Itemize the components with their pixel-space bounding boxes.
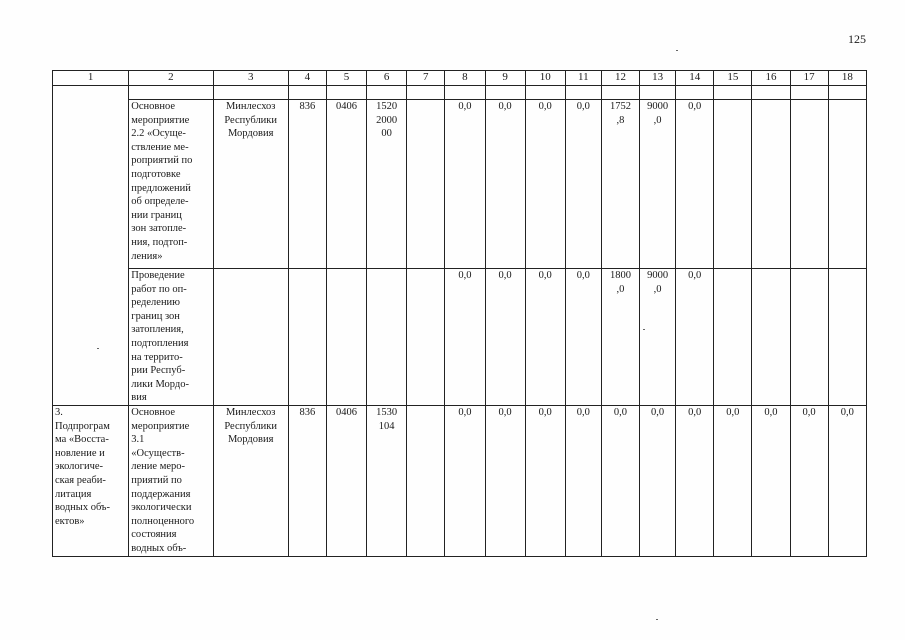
value-cell-9: 0,0 (485, 406, 525, 557)
cell-line: Мордовия (227, 128, 274, 140)
value-cell-9: 0,0 (485, 269, 525, 406)
cell-line: затопления, (131, 324, 184, 336)
cell-line: ,8 (616, 114, 625, 126)
scan-speck (97, 348, 99, 349)
cell-line: Республики (224, 420, 278, 432)
column-header: 12 (601, 71, 639, 86)
grbs-code-cell: 836 (288, 406, 326, 557)
cell-line: ,0 (616, 283, 625, 295)
page-number: 125 (848, 32, 866, 46)
grbs-code-cell (288, 269, 326, 406)
value-cell-12 (601, 406, 639, 557)
target-code-cell (367, 100, 407, 269)
value-cell-13 (640, 406, 676, 557)
value-cell-18 (828, 269, 866, 406)
value-cell-7 (407, 100, 445, 269)
cell-line: ствление ме- (131, 141, 189, 153)
spacer-cell (485, 86, 525, 100)
section-code-cell (326, 269, 366, 406)
cell-line: полноценного (131, 515, 195, 527)
cell-line: 0,0 (651, 407, 665, 418)
measure-name-cell (129, 269, 213, 406)
value-cell-17 (790, 269, 828, 406)
cell-line: 2000 (376, 114, 398, 126)
cell-line: водных объ- (131, 542, 187, 554)
cell-line: 1520 (376, 101, 398, 112)
cell-line: «Осуществ- (131, 447, 185, 459)
cell-line: ,0 (653, 283, 662, 295)
cell-line: ,0 (653, 114, 662, 126)
cell-line: 3.1 (131, 434, 145, 446)
cell-line: приятий по (131, 474, 182, 486)
value-cell-8: 0,0 (445, 269, 485, 406)
cell-line: ление меро- (131, 461, 185, 473)
cell-line: мероприятие (131, 114, 190, 126)
value-cell-10: 0,0 (525, 269, 565, 406)
cell-line: литация (55, 488, 92, 500)
value-cell-10: 0,0 (525, 100, 565, 269)
target-code-cell (367, 269, 407, 406)
responsible-cell (213, 269, 288, 406)
value-cell-8: 0,0 (445, 406, 485, 557)
value-cell-15 (714, 269, 752, 406)
spacer-cell (601, 86, 639, 100)
responsible-cell (213, 406, 288, 557)
column-header: 8 (445, 71, 485, 86)
column-header: 16 (752, 71, 790, 86)
spacer-cell (676, 86, 714, 100)
value-cell-13 (640, 100, 676, 269)
cell-line: 9000 (647, 270, 669, 281)
spacer-row (53, 86, 867, 100)
section-code-cell: 0406 (326, 100, 366, 269)
cell-line: 1530 (376, 407, 398, 418)
value-cell-11: 0,0 (565, 406, 601, 557)
cell-line: 1752 (609, 101, 631, 112)
value-cell-14: 0,0 (676, 269, 714, 406)
cell-line: 104 (378, 420, 395, 432)
cell-line: подтопления (131, 337, 189, 349)
value-cell-7 (407, 269, 445, 406)
spacer-cell (326, 86, 366, 100)
table-row (53, 406, 867, 557)
value-cell-12 (601, 100, 639, 269)
subprogram-name-cell (53, 406, 129, 557)
value-cell-16 (752, 269, 790, 406)
grbs-code-cell: 836 (288, 100, 326, 269)
scan-speck (676, 50, 678, 51)
value-cell-10: 0,0 (525, 406, 565, 557)
table-row (53, 100, 867, 269)
value-cell-8: 0,0 (445, 100, 485, 269)
cell-line: лики Мордо- (131, 378, 189, 390)
spacer-cell (565, 86, 601, 100)
cell-line: роприятий по (131, 155, 193, 167)
table-row (53, 269, 867, 406)
scan-speck (656, 619, 658, 620)
cell-line: 2.2 «Осуще- (131, 128, 186, 140)
value-cell-13 (640, 269, 676, 406)
cell-line: 00 (381, 128, 392, 140)
spacer-cell (640, 86, 676, 100)
spacer-cell (367, 86, 407, 100)
cell-line: ления» (131, 250, 163, 262)
cell-line: предложений (131, 182, 191, 194)
cell-line: нии границ (131, 209, 182, 221)
cell-line: подготовке (131, 168, 181, 180)
cell-line: ределению (131, 297, 181, 309)
cell-line: 9000 (647, 101, 669, 112)
column-header: 18 (828, 71, 866, 86)
cell-line: водных объ- (55, 502, 110, 514)
spacer-cell (288, 86, 326, 100)
cell-line: рии Респуб- (131, 365, 186, 377)
spacer-cell (714, 86, 752, 100)
cell-line: вия (131, 392, 147, 404)
column-header: 15 (714, 71, 752, 86)
spacer-cell-1 (53, 86, 129, 406)
cell-line: новление и (55, 447, 105, 459)
target-code-cell (367, 406, 407, 557)
column-header: 4 (288, 71, 326, 86)
cell-line: поддержания (131, 488, 191, 500)
cell-line: границ зон (131, 310, 180, 322)
cell-line: Основное (131, 407, 175, 418)
value-cell-14: 0,0 (676, 100, 714, 269)
cell-line: работ по оп- (131, 283, 187, 295)
spacer-cell (752, 86, 790, 100)
column-header: 11 (565, 71, 601, 86)
value-cell-15: 0,0 (714, 406, 752, 557)
spacer-cell (445, 86, 485, 100)
value-cell-18 (828, 100, 866, 269)
measure-name-cell (129, 100, 213, 269)
cell-line: экологиче- (55, 461, 104, 473)
value-cell-7 (407, 406, 445, 557)
header-row (53, 71, 867, 86)
value-cell-16 (752, 100, 790, 269)
cell-line: 1800 (609, 270, 631, 281)
measure-name-cell (129, 406, 213, 557)
column-header: 14 (676, 71, 714, 86)
cell-line: Республики (224, 114, 278, 126)
value-cell-9: 0,0 (485, 100, 525, 269)
column-header: 2 (129, 71, 213, 86)
scan-speck (643, 329, 645, 330)
cell-line: на террито- (131, 351, 183, 363)
cell-line: ма «Восста- (55, 434, 109, 446)
section-code-cell: 0406 (326, 406, 366, 557)
value-cell-17 (790, 100, 828, 269)
value-cell-15 (714, 100, 752, 269)
column-header: 17 (790, 71, 828, 86)
cell-line: Минлесхоз (225, 407, 276, 418)
value-cell-16: 0,0 (752, 406, 790, 557)
column-header: 9 (485, 71, 525, 86)
column-header: 6 (367, 71, 407, 86)
cell-line: Основное (131, 101, 175, 112)
spacer-cell (525, 86, 565, 100)
spacer-cell (828, 86, 866, 100)
value-cell-11: 0,0 (565, 100, 601, 269)
responsible-cell (213, 100, 288, 269)
cell-line: Минлесхоз (225, 101, 276, 112)
column-header: 10 (525, 71, 565, 86)
value-cell-11: 0,0 (565, 269, 601, 406)
cell-line: зон затопле- (131, 223, 187, 235)
cell-line: Мордовия (227, 434, 274, 446)
cell-line: 0,0 (613, 407, 628, 418)
cell-line: состояния (131, 529, 177, 541)
spacer-cell (407, 86, 445, 100)
budget-table (52, 70, 867, 557)
cell-line: об определе- (131, 196, 189, 208)
cell-line: экологически (131, 502, 192, 514)
spacer-cell (213, 86, 288, 100)
cell-line: ская реаби- (55, 474, 106, 486)
column-header: 7 (407, 71, 445, 86)
value-cell-12 (601, 269, 639, 406)
spacer-cell (790, 86, 828, 100)
cell-line: мероприятие (131, 420, 190, 432)
column-header: 5 (326, 71, 366, 86)
column-header: 13 (640, 71, 676, 86)
cell-line: 3. (55, 407, 63, 418)
cell-line: ния, подтоп- (131, 236, 188, 248)
value-cell-14: 0,0 (676, 406, 714, 557)
column-header: 1 (53, 71, 129, 86)
value-cell-17: 0,0 (790, 406, 828, 557)
column-header: 3 (213, 71, 288, 86)
value-cell-18: 0,0 (828, 406, 866, 557)
cell-line: Подпрограм (55, 420, 110, 432)
cell-line: ектов» (55, 515, 85, 527)
cell-line: Проведение (131, 270, 185, 281)
spacer-cell (129, 86, 213, 100)
